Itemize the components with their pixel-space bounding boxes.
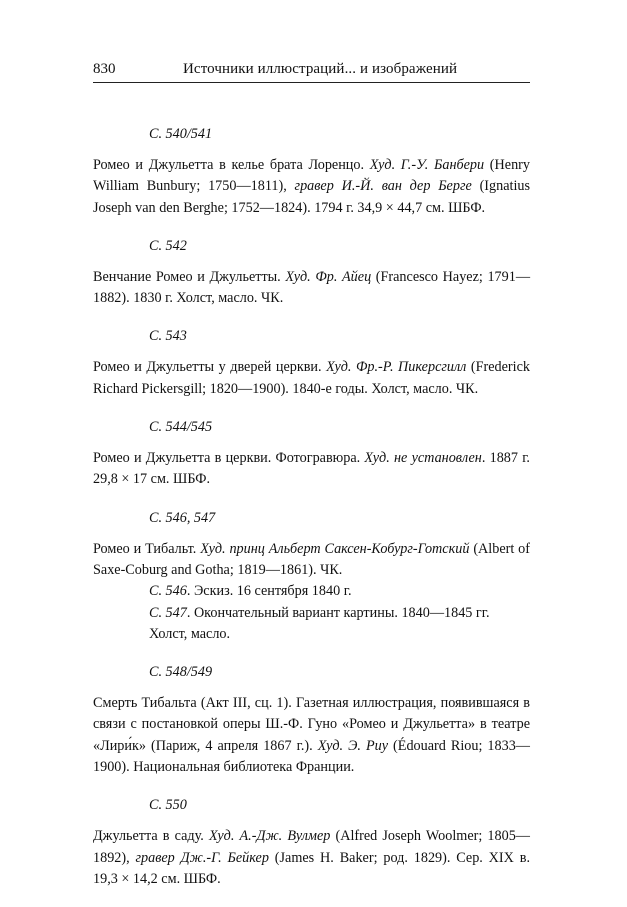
- sub-entry: [93, 581, 530, 602]
- artist-credit: Худ. принц Альберт Саксен-Кобург-Готский: [200, 540, 470, 557]
- sub-page-reference: С. 547: [149, 604, 187, 621]
- entry-description: [93, 693, 530, 778]
- artist-credit: гравер И.-Й. ван дер Берге: [294, 178, 472, 195]
- page-reference: С. 546, 547: [149, 509, 216, 526]
- description-text: Смерть Тибальта (Акт III, сц. 1). Газетная иллюстрация, появившаяся в связи с постановкой оперы Ш.-Ф. Гуно «Ромео и Джульетта» в театре «Лири́к» (Париж, 4 апреля 1867 г.).: [93, 695, 530, 754]
- page-reference: С. 550: [149, 797, 187, 814]
- artist-credit: Худ. Фр.-Р. Пикерсгилл: [326, 359, 467, 376]
- description-text: (Frederick Richard Pickersgill; 1820—1900). 1840-е годы. Холст, масло. ЧК.: [93, 359, 530, 397]
- artist-credit: Худ. А.-Дж. Вулмер: [209, 828, 331, 845]
- description-text: Ромео и Тибальт.: [93, 540, 201, 557]
- description-text: Джульетта в саду.: [93, 828, 209, 845]
- page-reference: С. 542: [149, 237, 187, 254]
- sub-description: . Эскиз. 16 сентября 1840 г.: [186, 583, 352, 600]
- source-entry: [93, 662, 530, 778]
- page-number: 830: [93, 61, 116, 77]
- source-entry: [93, 236, 530, 310]
- page-reference: С. 544/545: [149, 419, 213, 436]
- description-text: Ромео и Джульетты у дверей церкви.: [93, 359, 327, 376]
- running-title: Источники иллюстраций... и изображений: [183, 61, 458, 77]
- description-text: (Alfred Joseph Woolmer; 1805—1892),: [93, 828, 530, 866]
- description-text: (Albert of Saxe-Coburg and Gotha; 1819—1861). ЧК.: [93, 540, 530, 578]
- description-text: Венчание Ромео и Джульетты.: [93, 268, 286, 285]
- description-text: (Édouard Riou; 1833—1900). Национальная библиотека Франции.: [93, 737, 530, 776]
- header-rule: [93, 82, 530, 83]
- page-reference: С. 543: [149, 328, 187, 345]
- source-entry: [93, 508, 530, 645]
- artist-credit: Худ. не установлен: [364, 450, 482, 467]
- description-text: (Francesco Hayez; 1791—1882). 1830 г. Холст, масло. ЧК.: [93, 268, 531, 307]
- running-header: [93, 60, 530, 78]
- entry-description: [93, 357, 530, 400]
- entry-description: [93, 267, 530, 310]
- entry-description: [93, 539, 530, 582]
- sub-entry: [93, 603, 530, 646]
- description-text: Ромео и Джульетта в келье брата Лоренцо.: [93, 157, 370, 173]
- sub-description: . Окончательный вариант картины. 1840—1845 гг. Холст, масло.: [149, 604, 490, 642]
- description-text: (Henry William Bunbury; 1750—1811),: [93, 157, 530, 195]
- entry-description: [93, 155, 530, 219]
- description-text: (Ignatius Joseph van den Berghe; 1752—1824). 1794 г. 34,9 × 44,7 см. ШБФ.: [93, 178, 530, 216]
- source-entry: [93, 417, 530, 491]
- source-entry: [93, 124, 530, 219]
- page-reference: С. 540/541: [149, 126, 213, 142]
- description-text: (James H. Baker; род. 1829). Сер. XIX в. 19,3 × 14,2 см. ШБФ.: [93, 849, 530, 887]
- illustration-sources-list: [93, 124, 530, 907]
- description-text: . 1887 г. 29,8 × 17 см. ШБФ.: [93, 450, 530, 488]
- entry-description: [93, 826, 530, 890]
- entry-description: [93, 448, 530, 491]
- source-entry: [93, 795, 530, 890]
- artist-credit: Худ. Г.-У. Банбери: [369, 157, 485, 173]
- page-reference: С. 548/549: [149, 664, 213, 681]
- artist-credit: Худ. Фр. Айец: [285, 268, 372, 285]
- artist-credit: гравер Дж.-Г. Бейкер: [135, 849, 269, 866]
- artist-credit: Худ. Э. Риу: [317, 737, 389, 754]
- sub-page-reference: С. 546: [149, 583, 187, 600]
- description-text: Ромео и Джульетта в церкви. Фотогравюра.: [93, 450, 365, 467]
- source-entry: [93, 326, 530, 400]
